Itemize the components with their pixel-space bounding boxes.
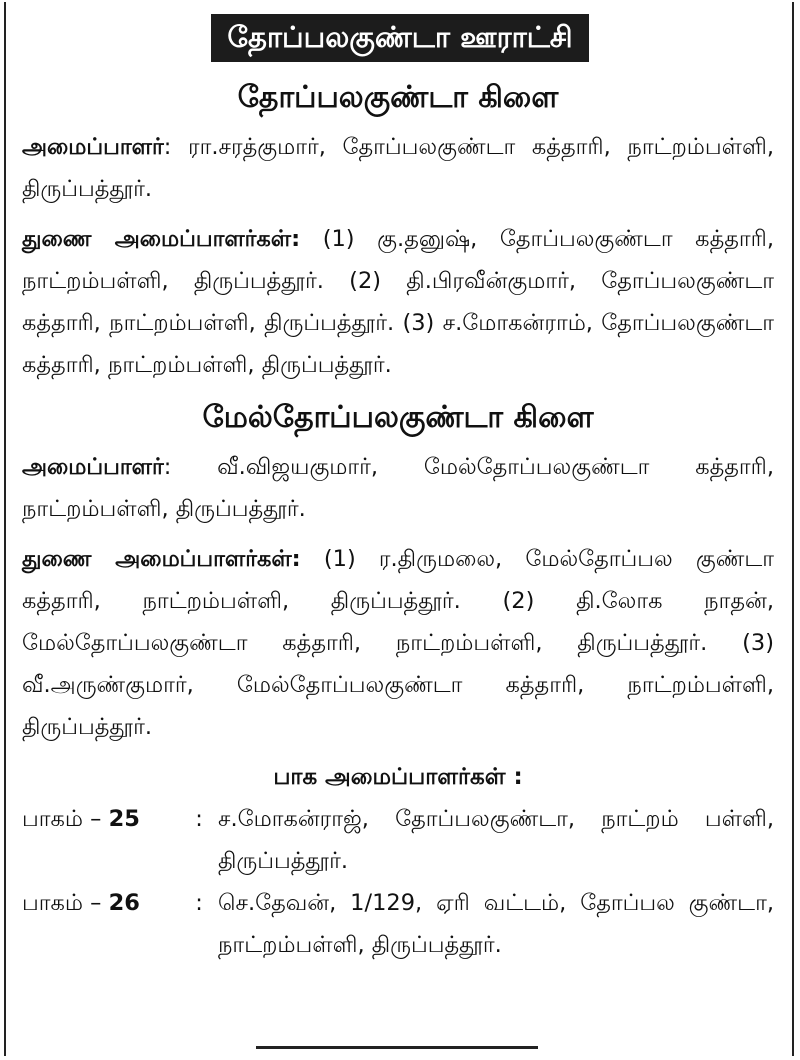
- section-divider: [256, 1046, 538, 1049]
- booth-row: [22, 798, 774, 882]
- booth-label-text: பாகம் –: [22, 806, 109, 832]
- booth-number: 26: [108, 890, 140, 916]
- deputy-paragraph-1: [22, 218, 774, 386]
- section-heading-1: தோப்பலகுண்டா கிளை: [237, 80, 559, 115]
- booth-organizer-text: ச.மோகன்ராஜ், தோப்பலகுண்டா, நாட்றம் பள்ளி, திருப்பத்தூர்.: [218, 806, 774, 874]
- deputy-label: துணை அமைப்பாளர்கள்:: [22, 546, 301, 572]
- booth-organizer-text: செ.தேவன், 1/129, ஏரி வட்டம், தோப்பல குண்டா, நாட்றம்பள்ளி, திருப்பத்தூர்.: [218, 890, 774, 958]
- deputy-text: (1) ர.திருமலை, மேல்தோப்பல குண்டா கத்தாரி, நாட்றம்பள்ளி, திருப்பத்தூர். (2) தி.லோக நாதன், மேல்தோப்பலகுண்டா கத்தாரி, நாட்றம்பள்ளி, திருப்பத்தூர். (3) வீ.அருண்குமார், மேல்தோப்பலகுண்டா கத்தாரி, நாட்றம்பள்ளி, திருப்பத்தூர்.: [22, 546, 774, 740]
- organizer-paragraph-2: [22, 446, 774, 530]
- organizer-text: : வீ.விஜயகுமார், மேல்தோப்பலகுண்டா கத்தாரி, நாட்றம்பள்ளி, திருப்பத்தூர்.: [22, 454, 774, 522]
- organizer-label: அமைப்பாளர்: [22, 454, 164, 480]
- booth-label: [22, 882, 180, 966]
- organizer-label: அமைப்பாளர்: [22, 134, 164, 160]
- organizer-paragraph-1: [22, 126, 774, 210]
- banner-container: [0, 14, 800, 62]
- booth-label: [22, 798, 180, 882]
- deputy-label: துணை அமைப்பாளர்கள்:: [22, 226, 301, 252]
- booth-colon: :: [195, 806, 203, 832]
- booth-row: [22, 882, 774, 966]
- panchayat-banner: தோப்பலகுண்டா ஊராட்சி: [211, 14, 588, 62]
- deputy-text: (1) கு.தனுஷ், தோப்பலகுண்டா கத்தாரி, நாட்றம்பள்ளி, திருப்பத்தூர். (2) தி.பிரவீன்குமார், தோப்பலகுண்டா கத்தாரி, நாட்றம்பள்ளி, திருப்பத்தூர். (3) ச.மோகன்ராம், தோப்பலகுண்டா கத்தாரி, நாட்றம்பள்ளி, திருப்பத்தூர்.: [22, 226, 774, 378]
- section-heading-2: மேல்தோப்பலகுண்டா கிளை: [202, 400, 594, 435]
- booth-number: 25: [108, 806, 140, 832]
- deputy-paragraph-2: [22, 538, 774, 748]
- booth-colon: :: [195, 890, 203, 916]
- organizer-text: : ரா.சரத்குமார், தோப்பலகுண்டா கத்தாரி, நாட்றம்பள்ளி, திருப்பத்தூர்.: [22, 134, 774, 202]
- document-body: [22, 78, 774, 966]
- booth-organizers-heading: பாக அமைப்பாளர்கள் :: [273, 764, 523, 790]
- booth-label-text: பாகம் –: [22, 890, 109, 916]
